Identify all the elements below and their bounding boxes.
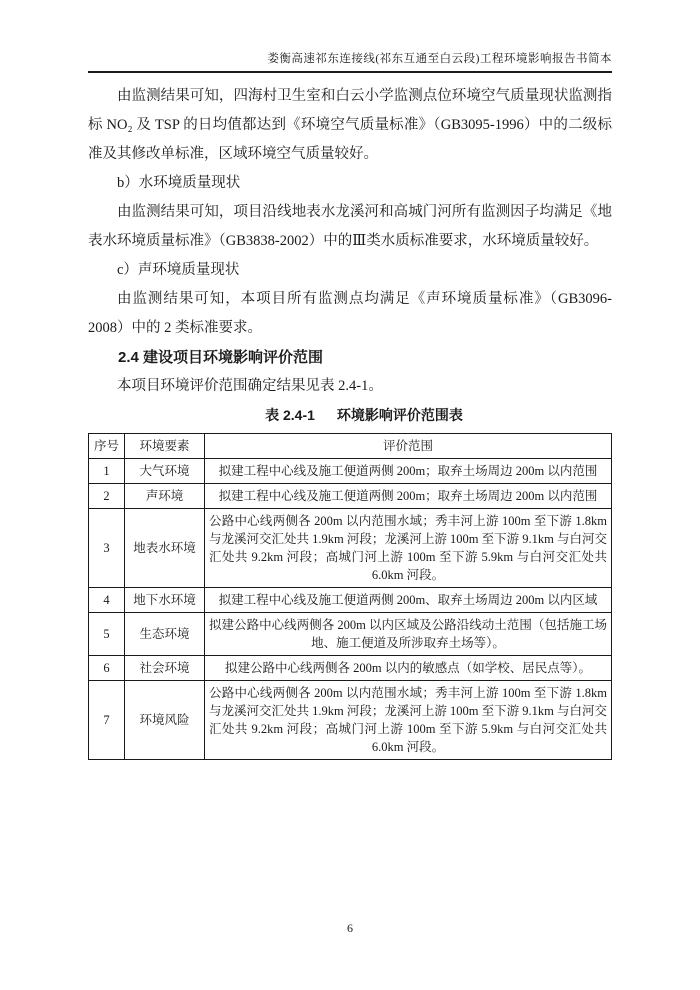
cell-no: 3 xyxy=(89,509,125,588)
cell-scope: 拟建公路中心线两侧各 200m 以内的敏感点（如学校、居民点等）。 xyxy=(205,656,612,681)
table-row xyxy=(89,656,612,681)
table-row xyxy=(89,681,612,760)
paragraph-scope-intro: 本项目环境评价范围确定结果见表 2.4-1。 xyxy=(117,378,383,394)
cell-scope: 拟建工程中心线及施工便道两侧 200m、取弃土场周边 200m 以内区域 xyxy=(205,588,612,613)
paragraph-air-quality: 由监测结果可知，四海村卫生室和白云小学监测点位环境空气质量现状监测指标 NO₂ 及 TSP 的日均值都达到《环境空气质量标准》（GB3095-1996）中的二级标准及其修改单标准，区域环境空气质量较好。 xyxy=(88,88,612,162)
cell-factor: 环境风险 xyxy=(125,681,205,760)
evaluation-scope-table xyxy=(88,433,612,760)
cell-factor: 地表水环境 xyxy=(125,509,205,588)
table-row xyxy=(89,484,612,509)
page-number: 6 xyxy=(347,921,353,935)
subheading-water-quality: b）水环境质量现状 xyxy=(117,175,241,191)
cell-factor: 声环境 xyxy=(125,484,205,509)
table-caption xyxy=(88,401,612,430)
paragraph-noise-quality: 由监测结果可知，本项目所有监测点均满足《声环境质量标准》（GB3096-2008）中的 2 类标准要求。 xyxy=(88,291,612,336)
column-header-no: 序号 xyxy=(89,434,125,459)
cell-no: 6 xyxy=(89,656,125,681)
cell-scope: 公路中心线两侧各 200m 以内范围水域；秀丰河上游 100m 至下游 1.8km 与龙溪河交汇处共 1.9km 河段；龙溪河上游 100m 至下游 9.1km 与白河交汇处共 9.2km 河段；高城门河上游 100m 至下游 5.9km 与白河交汇处共 6.0km 河段。 xyxy=(205,509,612,588)
section-heading-2-4: 2.4 建设项目环境影响评价范围 xyxy=(118,349,324,366)
subheading-noise-quality: c）声环境质量现状 xyxy=(117,262,240,278)
table-row xyxy=(89,588,612,613)
cell-no: 4 xyxy=(89,588,125,613)
table-caption-number: 表 2.4-1 xyxy=(265,407,315,423)
table-caption-title: 环境影响评价范围表 xyxy=(336,407,463,423)
table-row xyxy=(89,613,612,656)
cell-scope: 拟建公路中心线两侧各 200m 以内区域及公路沿线动土范围（包括施工场地、施工便道及所涉取弃土场等）。 xyxy=(205,613,612,656)
cell-no: 2 xyxy=(89,484,125,509)
column-header-scope: 评价范围 xyxy=(205,434,612,459)
cell-factor: 大气环境 xyxy=(125,459,205,484)
cell-no: 5 xyxy=(89,613,125,656)
table-row xyxy=(89,459,612,484)
cell-scope: 拟建工程中心线及施工便道两侧 200m；取弃土场周边 200m 以内范围 xyxy=(205,484,612,509)
table-header-row xyxy=(89,434,612,459)
paragraph-water-quality: 由监测结果可知，项目沿线地表水龙溪河和高城门河所有监测因子均满足《地表水环境质量标准》（GB3838-2002）中的Ⅲ类水质标准要求，水环境质量较好。 xyxy=(88,204,612,249)
page-header-title: 娄衡高速祁东连接线(祁东互通至白云段)工程环境影响报告书简本 xyxy=(88,50,612,73)
cell-no: 1 xyxy=(89,459,125,484)
cell-no: 7 xyxy=(89,681,125,760)
column-header-factor: 环境要素 xyxy=(125,434,205,459)
cell-factor: 社会环境 xyxy=(125,656,205,681)
table-row xyxy=(89,509,612,588)
cell-scope: 拟建工程中心线及施工便道两侧 200m；取弃土场周边 200m 以内范围 xyxy=(205,459,612,484)
cell-factor: 生态环境 xyxy=(125,613,205,656)
document-body xyxy=(88,82,612,760)
cell-factor: 地下水环境 xyxy=(125,588,205,613)
cell-scope: 公路中心线两侧各 200m 以内范围水域；秀丰河上游 100m 至下游 1.8km 与龙溪河交汇处共 1.9km 河段；龙溪河上游 100m 至下游 9.1km 与白河交汇处共 9.2km 河段；高城门河上游 100m 至下游 5.9km 与白河交汇处共 6.0km 河段。 xyxy=(205,681,612,760)
